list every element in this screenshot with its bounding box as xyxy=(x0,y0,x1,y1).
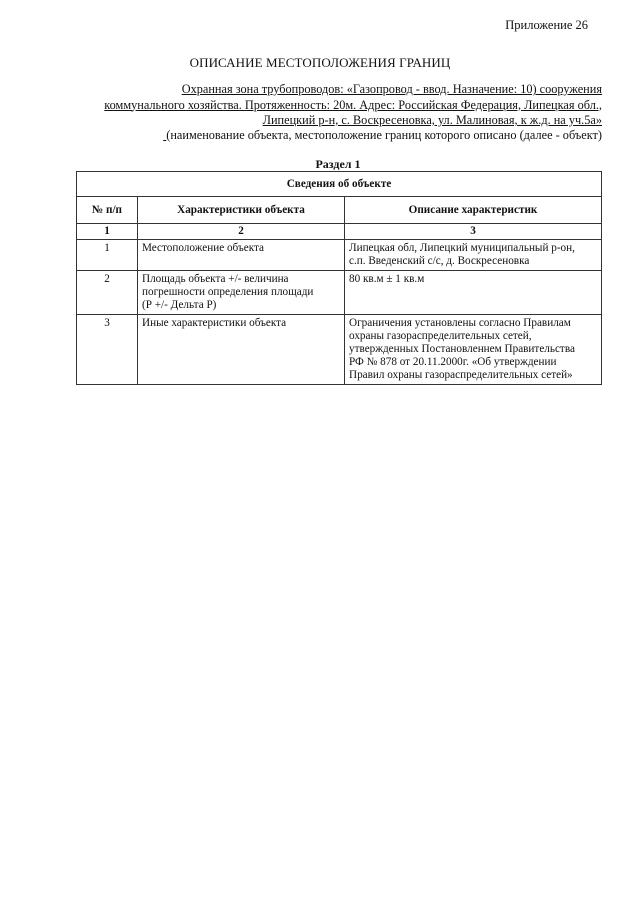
column-header-number: № п/п xyxy=(77,197,138,224)
row-characteristic: Местоположение объекта xyxy=(138,240,345,271)
column-number: 3 xyxy=(345,224,602,240)
object-caption-text: (наименование объекта, местоположение границ которого описано (далее - объект) xyxy=(166,128,602,142)
row-characteristic: Иные характеристики объекта xyxy=(138,315,345,385)
column-header-characteristic: Характеристики объекта xyxy=(138,197,345,224)
appendix-label: Приложение 26 xyxy=(505,18,588,32)
column-number: 2 xyxy=(138,224,345,240)
row-number: 2 xyxy=(77,271,138,315)
object-description-line: Охранная зона трубопроводов: «Газопровод - ввод. Назначение: 10) сооружения xyxy=(181,82,602,96)
object-description-line: Липецкий р-н, с. Воскресеновка, ул. Малиновая, к ж.д. на уч.5а» xyxy=(262,113,602,127)
row-description xyxy=(345,240,602,271)
column-header-description: Описание характеристик xyxy=(345,197,602,224)
row-description-line: охраны газораспределительных сетей, xyxy=(349,330,532,342)
object-description xyxy=(72,82,602,129)
row-characteristic-line: погрешности определения площади xyxy=(142,286,314,298)
table-row xyxy=(77,271,602,315)
row-description-line: Правил охраны газораспределительных сетей» xyxy=(349,369,573,381)
object-description-line: коммунального хозяйства. Протяженность: 20м. Адрес: Российская Федерация, Липецкая обл., xyxy=(104,97,602,112)
table-row xyxy=(77,240,602,271)
row-description-line: с.п. Введенский с/с, д. Воскресеновка xyxy=(349,255,530,267)
row-number: 1 xyxy=(77,240,138,271)
row-description xyxy=(345,315,602,385)
row-description-line: Липецкая обл, Липецкий муниципальный р-он, xyxy=(349,242,575,254)
column-number-row xyxy=(77,224,602,240)
row-description-line: РФ № 878 от 20.11.2000г. «Об утверждении xyxy=(349,356,557,368)
row-number: 3 xyxy=(77,315,138,385)
row-description: 80 кв.м ± 1 кв.м xyxy=(345,271,602,315)
table-caption: Сведения об объекте xyxy=(77,172,602,197)
table-caption-row xyxy=(77,172,602,197)
object-info-table xyxy=(76,171,602,385)
table-header-row xyxy=(77,197,602,224)
row-description-line: Ограничения установлены согласно Правилам xyxy=(349,317,571,329)
row-description-line: утвержденных Постановленнем Правительства xyxy=(349,343,575,355)
document-title: ОПИСАНИЕ МЕСТОПОЛОЖЕНИЯ ГРАНИЦ xyxy=(189,55,451,70)
table-row xyxy=(77,315,602,385)
row-characteristic-line: (Р +/- Дельта Р) xyxy=(142,299,217,311)
section-title: Раздел 1 xyxy=(315,157,361,171)
column-number: 1 xyxy=(77,224,138,240)
row-characteristic xyxy=(138,271,345,315)
row-characteristic-line: Площадь объекта +/- величина xyxy=(142,273,289,285)
object-caption xyxy=(72,128,602,143)
